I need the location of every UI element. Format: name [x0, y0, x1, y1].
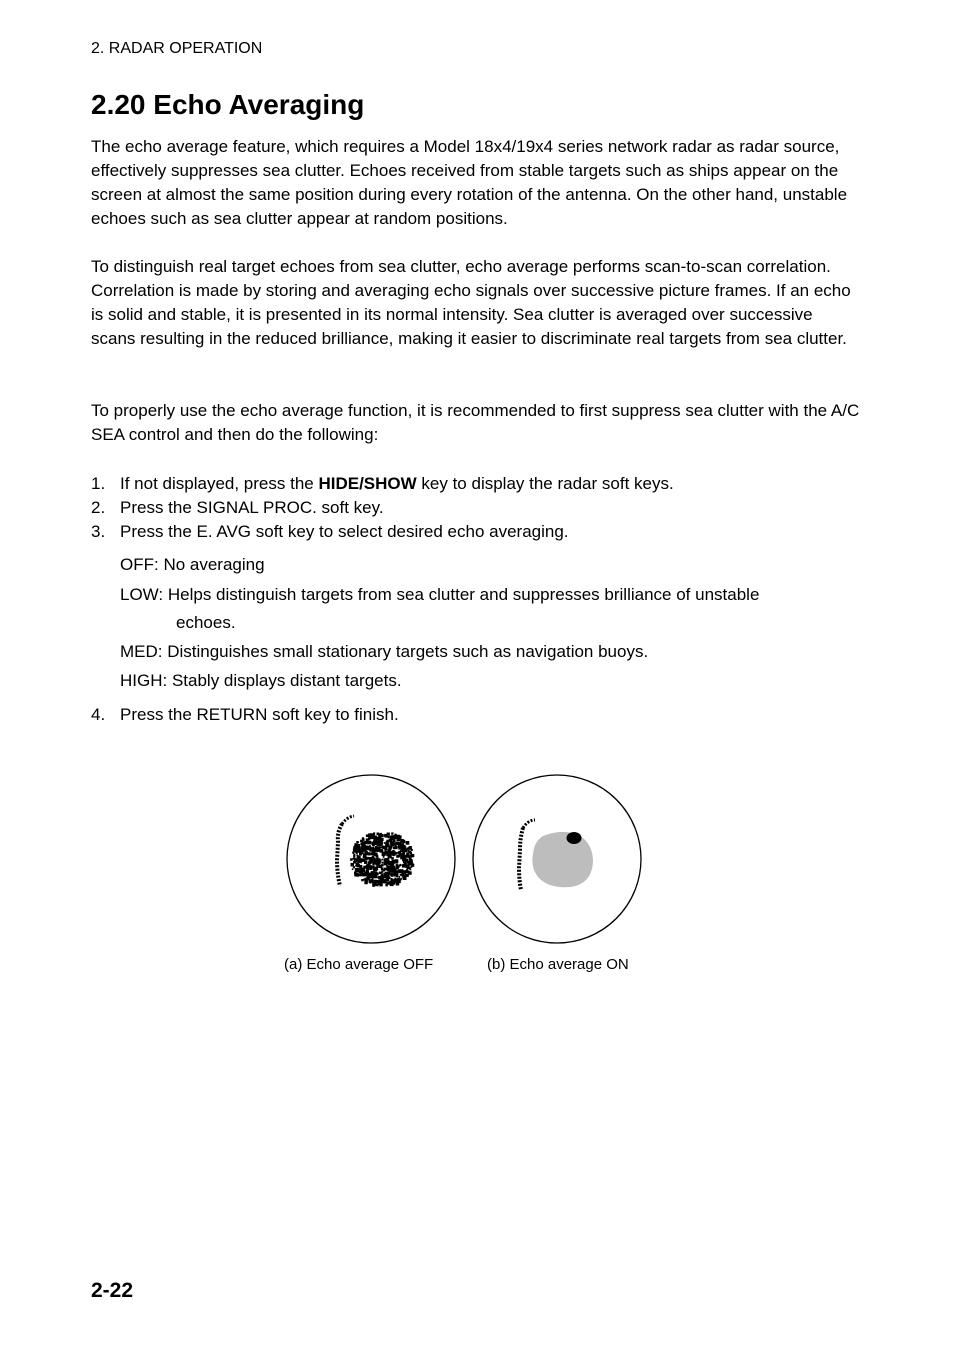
clutter-speck — [398, 847, 400, 849]
clutter-speck — [411, 854, 414, 857]
clutter-speck — [390, 836, 393, 839]
clutter-speck — [388, 867, 391, 870]
step-text: Press the SIGNAL PROC. soft key. — [120, 498, 384, 517]
clutter-speck — [398, 844, 402, 848]
clutter-speck — [382, 859, 384, 861]
clutter-speck — [377, 862, 380, 865]
clutter-speck — [384, 858, 387, 861]
option-low-continuation: echoes. — [176, 613, 236, 632]
clutter-speck — [411, 849, 413, 851]
clutter-speck — [380, 866, 382, 868]
clutter-speck — [377, 833, 380, 836]
clutter-speck — [407, 861, 410, 864]
clutter-speck — [397, 870, 399, 872]
clutter-speck — [362, 838, 365, 841]
clutter-speck — [385, 835, 388, 838]
clutter-speck — [408, 851, 411, 854]
clutter-speck — [389, 856, 391, 858]
clutter-speck — [370, 862, 372, 864]
clutter-speck — [375, 837, 377, 839]
clutter-speck — [364, 860, 367, 863]
clutter-speck — [386, 873, 389, 876]
clutter-speck — [373, 840, 376, 843]
clutter-speck — [401, 878, 403, 880]
clutter-speck — [391, 853, 393, 855]
clutter-speck — [380, 842, 382, 844]
page-number: 2-22 — [91, 1279, 134, 1302]
step-number: 3. — [91, 522, 106, 541]
clutter-speck — [400, 855, 403, 858]
clutter-speck — [369, 841, 371, 843]
clutter-speck — [389, 881, 392, 884]
clutter-speck — [378, 858, 380, 860]
clutter-speck — [391, 857, 394, 860]
clutter-speck — [400, 874, 402, 876]
clutter-speck — [406, 841, 410, 845]
clutter-speck — [366, 864, 370, 868]
clutter-speck — [372, 874, 374, 876]
clutter-speck — [372, 876, 374, 878]
clutter-speck — [364, 881, 367, 884]
paragraph-correlation: To distinguish real target echoes from sea clutter, echo average performs scan-to-scan correlation. Correlation is made by storing and averaging echo signals over successive picture frames. If an echo is solid and stable, it is presented in its normal intensity. Sea clutter is averaged over successive scans resulting in the reduced brilliance, making it easier to discriminate real targets from sea clutter. — [91, 257, 851, 348]
clutter-speck — [363, 859, 365, 861]
clutter-speck — [383, 856, 385, 858]
clutter-speck — [366, 869, 369, 872]
clutter-speck — [396, 864, 399, 867]
clutter-speck — [363, 873, 367, 877]
clutter-speck — [350, 858, 353, 861]
clutter-speck — [406, 874, 408, 876]
clutter-speck — [391, 879, 393, 881]
clutter-speck — [381, 872, 383, 874]
clutter-speck — [373, 866, 375, 868]
step-text: Press the RETURN soft key to finish. — [120, 705, 399, 724]
step-1 — [91, 472, 674, 496]
option-high: HIGH: Stably displays distant targets. — [120, 671, 402, 690]
option-low: LOW: Helps distinguish targets from sea clutter and suppresses brilliance of unstable — [120, 585, 760, 604]
clutter-speck — [385, 843, 387, 845]
clutter-speck — [393, 869, 396, 872]
stable-target-echo — [567, 832, 582, 844]
clutter-speck — [367, 857, 370, 860]
clutter-speck — [389, 846, 392, 849]
clutter-speck — [402, 858, 404, 860]
clutter-speck — [405, 870, 408, 873]
clutter-speck — [380, 884, 383, 887]
clutter-speck — [357, 841, 359, 843]
clutter-speck — [381, 834, 384, 837]
clutter-speck — [363, 856, 365, 858]
clutter-speck — [390, 873, 392, 875]
clutter-speck — [399, 876, 401, 878]
clutter-speck — [374, 853, 378, 857]
clutter-speck — [387, 861, 390, 864]
clutter-speck — [394, 878, 396, 880]
clutter-speck — [353, 866, 355, 868]
clutter-speck — [362, 848, 366, 852]
clutter-speck — [375, 846, 378, 849]
clutter-speck — [396, 882, 400, 886]
figure-caption-a: (a) Echo average OFF — [284, 956, 434, 973]
step-3 — [91, 520, 569, 544]
averaged-clutter-area — [532, 832, 593, 887]
radar-display-on — [473, 775, 641, 943]
clutter-speck — [372, 867, 374, 869]
step-text: Press the E. AVG soft key to select desired echo averaging. — [120, 522, 569, 541]
clutter-speck — [396, 843, 398, 845]
clutter-speck — [409, 846, 411, 848]
clutter-speck — [353, 861, 356, 864]
clutter-speck — [372, 853, 374, 855]
clutter-speck — [388, 877, 391, 880]
clutter-speck — [377, 873, 379, 875]
clutter-speck — [371, 879, 373, 881]
clutter-speck — [369, 845, 371, 847]
clutter-speck — [376, 842, 378, 844]
clutter-speck — [352, 868, 354, 870]
clutter-speck — [361, 879, 363, 881]
clutter-speck — [379, 872, 381, 874]
clutter-speck — [380, 875, 383, 878]
paragraph-procedure-intro: To properly use the echo average function, it is recommended to first suppress sea clutter with the A/C SEA control and then do the following: — [91, 401, 860, 444]
echo-average-figure — [280, 770, 650, 950]
step-text: key to display the radar soft keys. — [416, 474, 674, 493]
clutter-speck — [382, 853, 385, 856]
clutter-speck — [372, 872, 374, 874]
clutter-speck — [374, 868, 377, 871]
clutter-speck — [357, 862, 359, 864]
figure-caption-b: (b) Echo average ON — [487, 956, 629, 973]
clutter-speck — [393, 847, 395, 849]
step-number: 4. — [91, 705, 106, 724]
clutter-speck — [380, 849, 383, 852]
clutter-speck — [391, 851, 393, 853]
step-4 — [91, 703, 399, 727]
step-2 — [91, 496, 384, 520]
step-text: If not displayed, press the — [120, 474, 319, 493]
option-med: MED: Distinguishes small stationary targets such as navigation buoys. — [120, 642, 649, 661]
clutter-speck — [363, 866, 366, 869]
clutter-speck — [378, 847, 380, 849]
clutter-speck — [369, 849, 372, 852]
clutter-speck — [411, 863, 414, 866]
clutter-speck — [402, 846, 406, 850]
clutter-speck — [356, 873, 360, 877]
clutter-speck — [358, 856, 361, 859]
clutter-speck — [363, 853, 365, 855]
clutter-speck — [384, 875, 386, 877]
clutter-speck — [397, 878, 400, 881]
clutter-speck — [405, 861, 407, 863]
clutter-speck — [385, 844, 389, 848]
clutter-speck — [382, 846, 384, 848]
clutter-speck — [398, 855, 401, 858]
clutter-speck — [391, 832, 393, 834]
clutter-speck — [356, 845, 359, 848]
clutter-speck — [384, 850, 386, 852]
clutter-speck — [367, 852, 370, 855]
clutter-speck — [369, 880, 372, 883]
running-header: 2. RADAR OPERATION — [91, 40, 263, 57]
clutter-speck — [366, 842, 368, 844]
clutter-speck — [356, 869, 360, 873]
clutter-speck — [381, 847, 383, 849]
clutter-speck — [385, 869, 387, 871]
clutter-speck — [374, 883, 377, 886]
clutter-speck — [359, 865, 362, 868]
clutter-speck — [402, 840, 405, 843]
clutter-speck — [398, 835, 400, 837]
clutter-speck — [389, 839, 393, 843]
clutter-speck — [409, 859, 411, 861]
clutter-speck — [371, 836, 375, 840]
clutter-speck — [395, 836, 397, 838]
clutter-speck — [373, 845, 375, 847]
clutter-speck — [398, 851, 401, 854]
clutter-speck — [365, 878, 368, 881]
option-off: OFF: No averaging — [120, 555, 265, 574]
clutter-speck — [402, 864, 404, 866]
key-name: HIDE/SHOW — [318, 474, 417, 493]
clutter-speck — [388, 851, 391, 854]
clutter-speck — [407, 865, 409, 867]
clutter-speck — [373, 862, 375, 864]
clutter-speck — [354, 858, 356, 860]
clutter-speck — [392, 873, 396, 877]
clutter-speck — [402, 869, 404, 871]
step-number: 1. — [91, 474, 106, 493]
step-number: 2. — [91, 498, 106, 517]
clutter-speck — [377, 880, 380, 883]
clutter-speck — [353, 854, 355, 856]
clutter-speck — [402, 852, 405, 855]
clutter-speck — [382, 862, 384, 864]
clutter-speck — [384, 842, 386, 844]
clutter-speck — [366, 838, 369, 841]
radar-display-off — [287, 775, 455, 943]
clutter-speck — [357, 850, 360, 853]
clutter-speck — [378, 838, 381, 841]
section-title: 2.20 Echo Averaging — [91, 89, 365, 120]
paragraph-intro: The echo average feature, which requires a Model 18x4/19x4 series network radar as radar source, effectively suppresses sea clutter. Echoes received from stable targets such as ships appear on the screen at almost the same position during every rotation of the antenna. On the other hand, unstable echoes such as sea clutter appear at random positions. — [91, 137, 848, 228]
clutter-speck — [409, 869, 411, 871]
clutter-speck — [385, 882, 387, 884]
clutter-speck — [404, 862, 407, 865]
clutter-speck — [351, 865, 353, 867]
clutter-speck — [402, 874, 405, 877]
clutter-speck — [407, 854, 409, 856]
clutter-speck — [385, 863, 387, 865]
clutter-speck — [407, 847, 409, 849]
clutter-speck — [369, 875, 372, 878]
clutter-speck — [392, 862, 394, 864]
clutter-speck — [390, 884, 392, 886]
